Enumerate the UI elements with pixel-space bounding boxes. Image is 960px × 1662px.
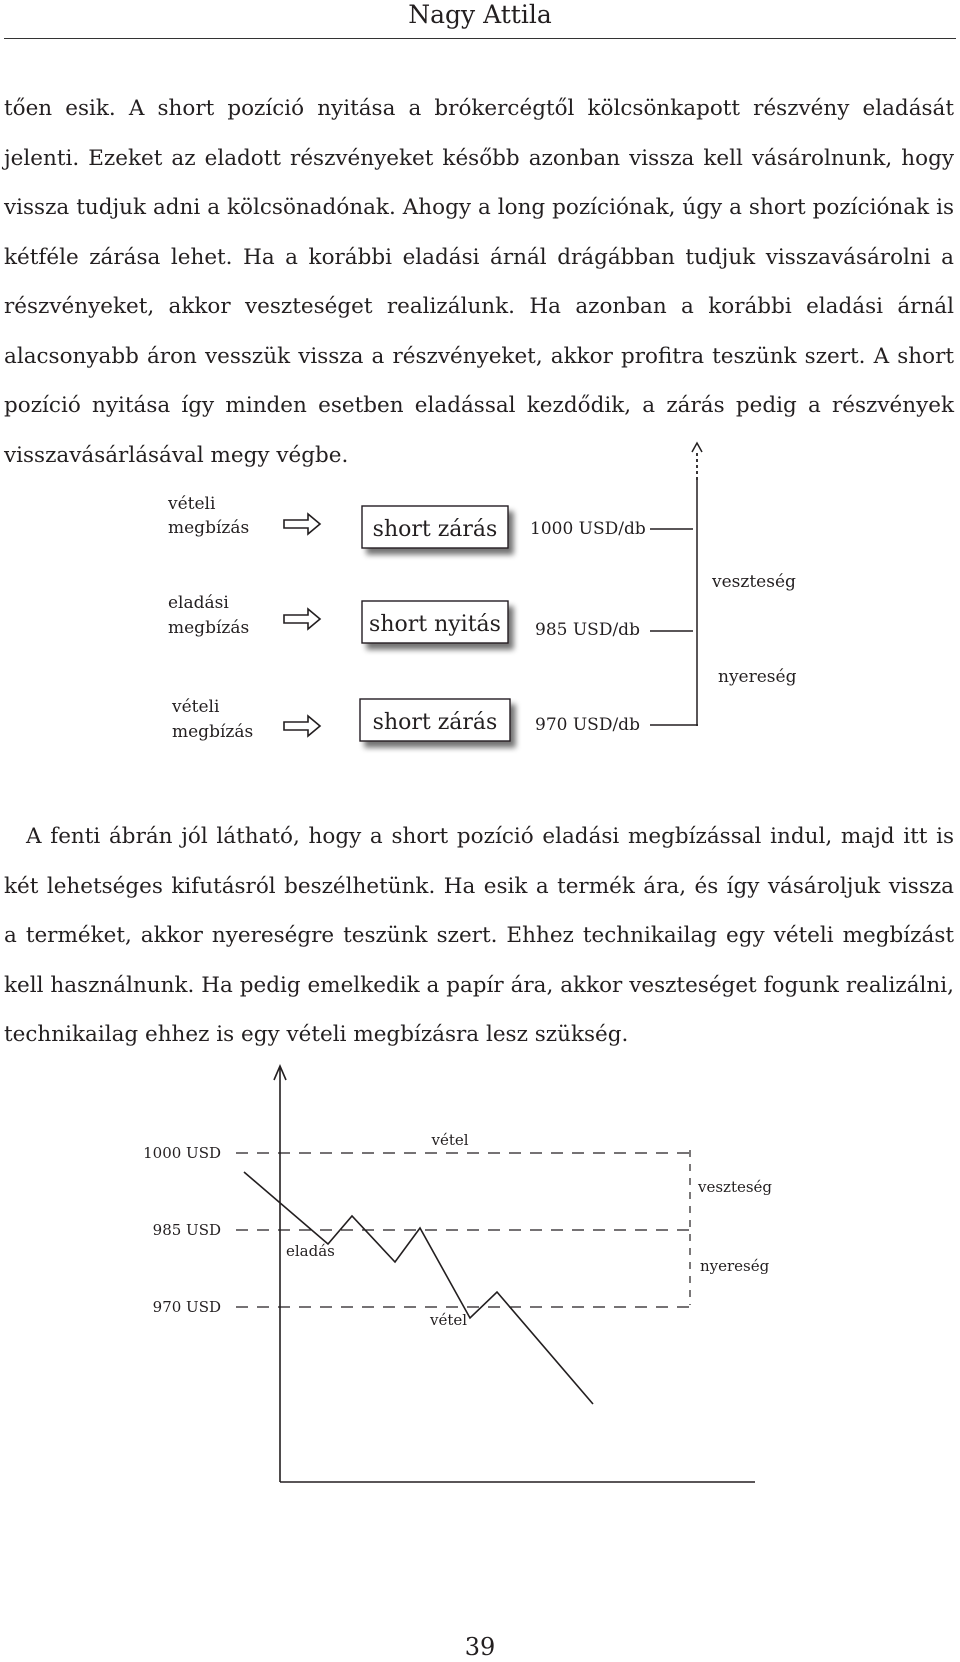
price-level-label: 985 USD [152,1221,221,1239]
flow-box-label: short nyitás [369,612,501,637]
price-level-label: 970 USD [152,1298,221,1316]
price-label: 970 USD/db [535,715,640,735]
price-levels [143,1144,690,1316]
flow-box [360,699,510,741]
price-level-label: 1000 USD [143,1144,221,1162]
sell-annotation: eladás [286,1242,335,1260]
arrow-right-icon [284,514,320,534]
order-type-label: vételi [168,494,216,514]
order-type-label: megbízás [172,722,254,742]
order-type-label: eladási [168,593,229,613]
buy-bottom-annotation: vétel [430,1311,468,1329]
paragraph-explanation: A fenti ábrán jól látható, hogy a short pozíció eladási megbízással indul, majd itt is két lehetséges kifutásról beszélhetünk. Ha esik a termék ára, és így vásároljuk vissza a terméket, akkor nyereségre teszünk szert. Ehhez technikailag egy vételi megbízást kell használnunk. Ha pedig emelkedik a papír ára, akkor veszteséget fogunk realizálni, technikailag ehhez is egy vételi megbízásra lesz szükség. [4,824,954,1047]
flow-box-label: short zárás [372,710,498,735]
order-type-label: megbízás [168,618,250,638]
profit-label: nyereség [718,667,797,687]
loss-annotation: veszteség [698,1178,773,1196]
flow-box-label: short zárás [372,517,498,542]
order-type-label: vételi [172,697,220,717]
paragraph-intro: tően esik. A short pozíció nyitása a brókercégtől kölcsönkapott részvény eladását jelenti. Ezeket az eladott részvényeket később azonban vissza kell vásárolnunk, hogy vissza tudjuk adni a kölcsönadónak. Ahogy a long pozíciónak, úgy a short pozíciónak is kétféle zárása lehet. Ha a korábbi eladási árnál drágábban tudjuk visszavásárolni a részvényeket, akkor veszteséget realizálunk. Ha azonban a korábbi eladási árnál alacsonyabb áron vesszük vissza a részvényeket, akkor profitra teszünk szert. A short pozíció nyitása így minden esetben eladással kezdődik, a zárás pedig a részvények visszavásárlásával megy végbe. [4,96,954,468]
price-line [244,1172,593,1404]
order-type-label: megbízás [168,518,250,538]
running-header: Nagy Attila [408,0,552,29]
profit-annotation: nyereség [700,1257,770,1275]
arrow-right-icon [284,609,320,629]
flow-box [362,601,508,643]
page-number: 39 [464,1633,496,1661]
buy-top-annotation: vétel [431,1131,469,1149]
arrow-up-icon [692,443,702,452]
short-position-flow-diagram [0,440,960,780]
loss-label: veszteség [712,572,796,592]
header-rule [4,38,956,39]
price-label: 985 USD/db [535,620,640,640]
arrow-right-icon [284,716,320,736]
flow-box [362,506,508,548]
y-axis [274,1066,286,1482]
price-label: 1000 USD/db [530,519,646,539]
price-movement-chart [0,1060,960,1560]
